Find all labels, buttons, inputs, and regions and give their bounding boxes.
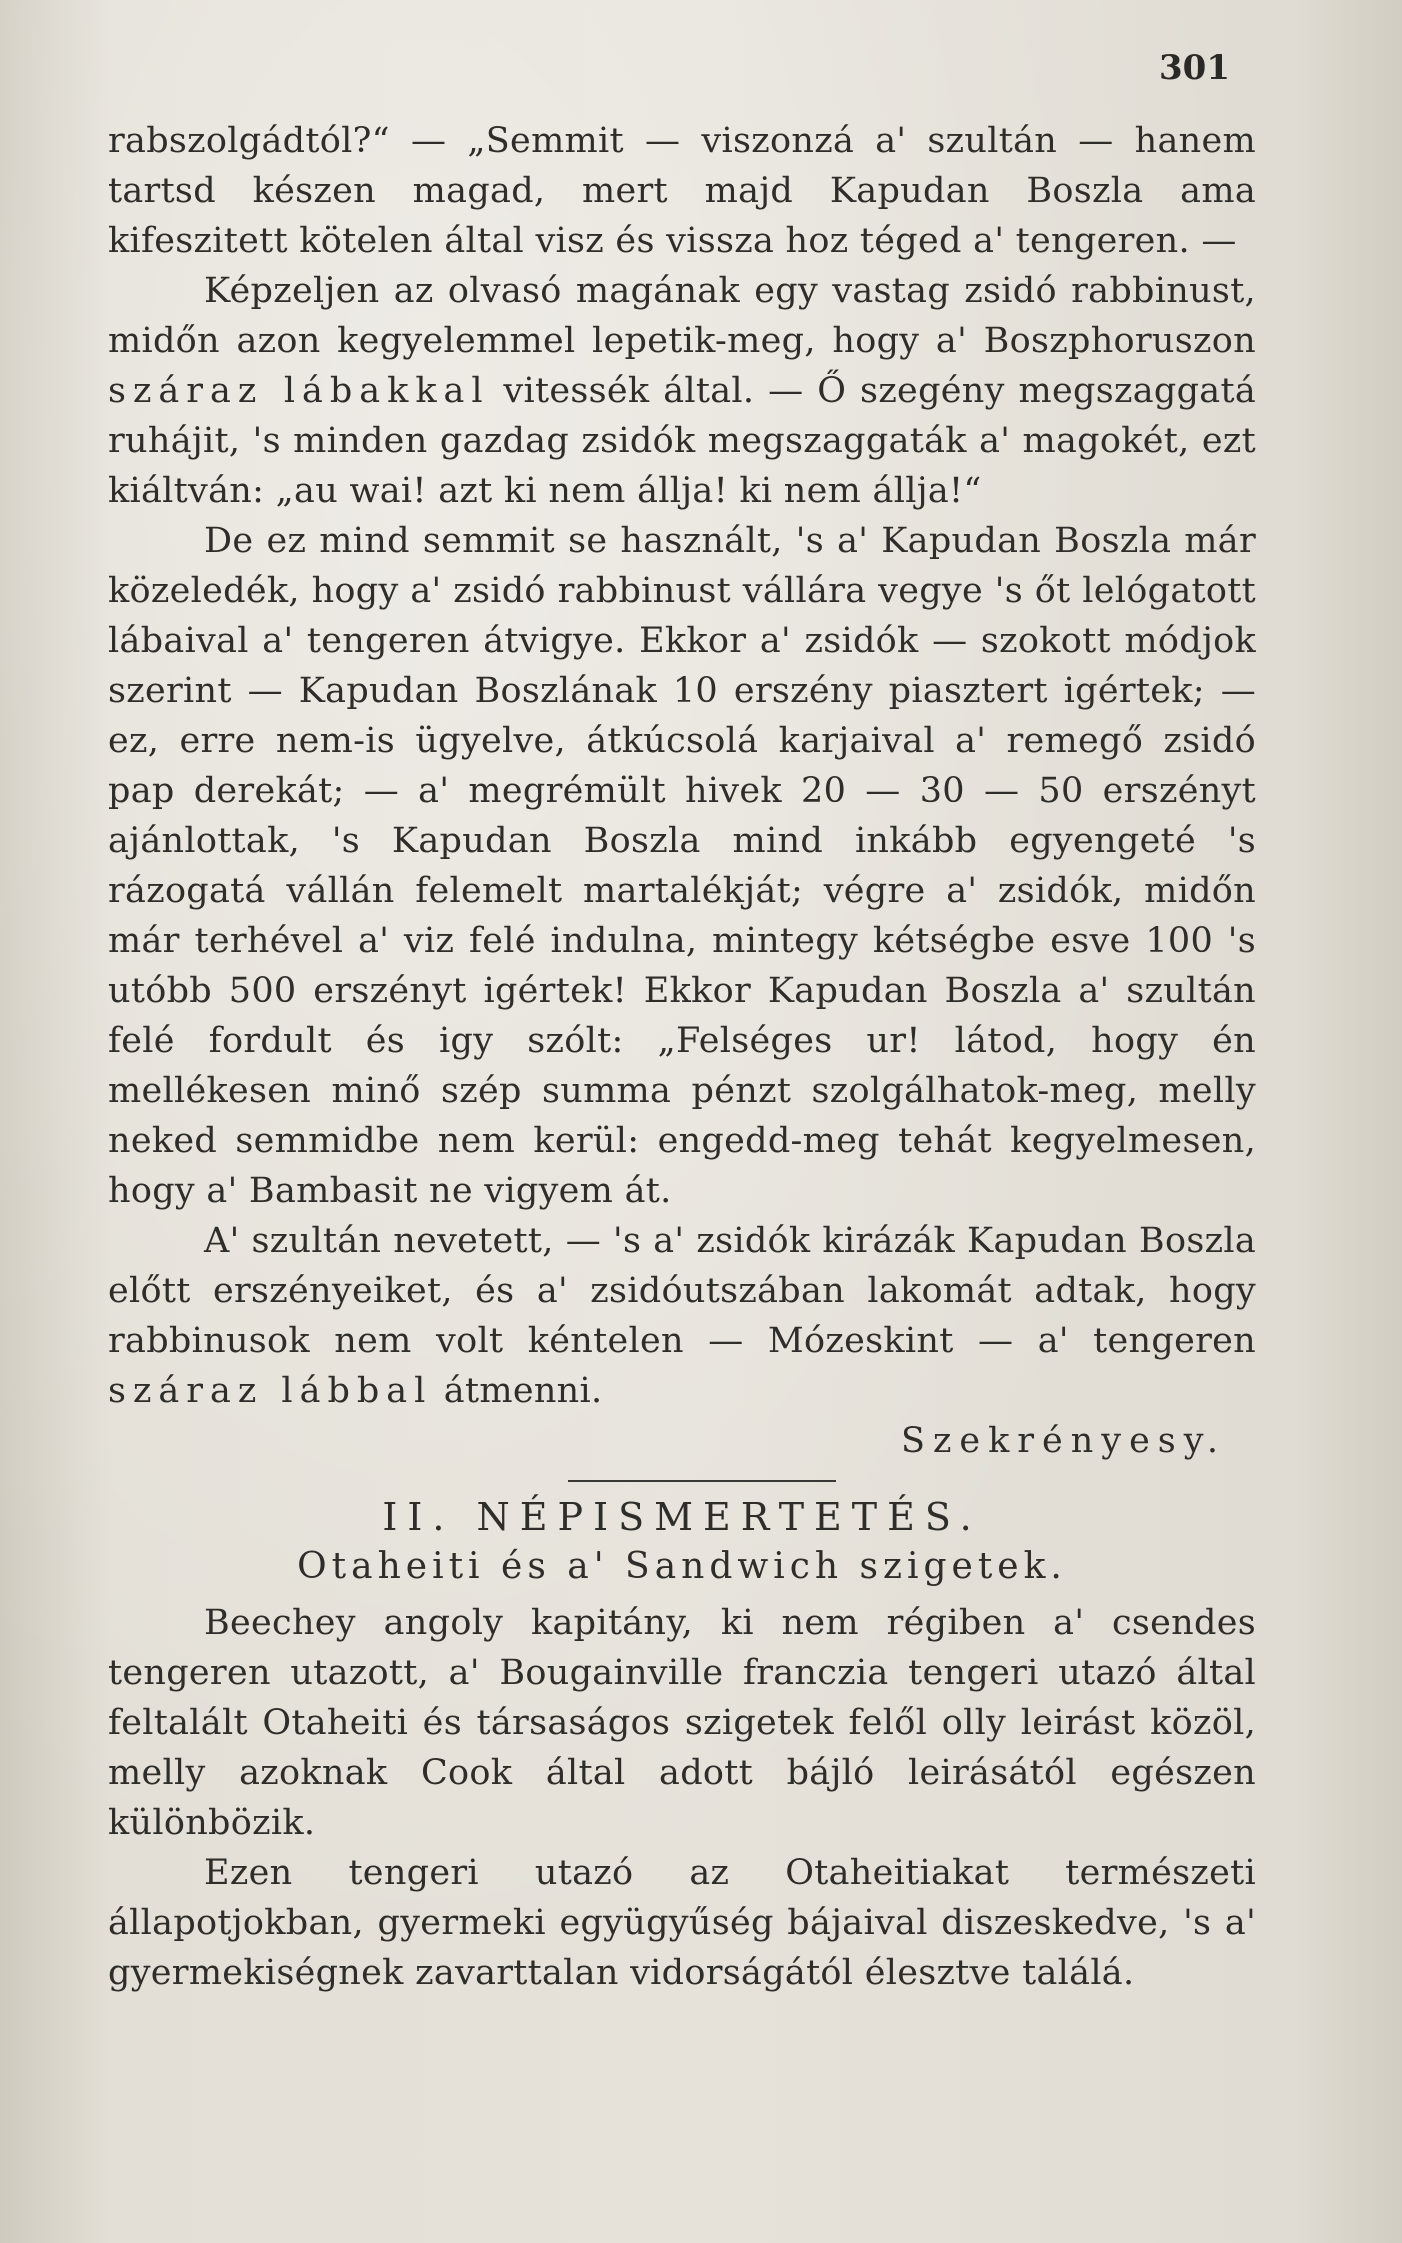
paragraph-3: De ez mind semmit se használt, 's a' Kapudan Boszla már közeledék, hogy a' zsidó rabbinust vállára vegye 's őt lelógatott lábaival a' tengeren átvigye. Ekkor a' zsidók — szokott módjok szerint — Kapudan Boszlának 10 erszény piasztert igértek; — ez, erre nem-is ügyelve, átkúcsolá karjaival a' remegő zsidó pap derekát; — a' megrémült hivek 20 — 30 — 50 erszényt ajánlottak, 's Kapudan Boszla mind inkább egyengeté 's rázogatá vállán felemelt martalékját; végre a' zsidók, midőn már terhével a' viz felé indulna, mintegy kétségbe esve 100 's utóbb 500 erszényt igértek! Ekkor Kapudan Boszla a' szultán felé fordult és igy szólt: „Felséges ur! látod, hogy én mellékesen minő szép summa pénzt szolgálhatok-meg, melly neked semmidbe nem kerül: engedd-meg tehát kegyelmesen, hogy a' Bambasit ne vigyem át. <box>108 521 1256 1211</box>
paragraph-5: Beechey angoly kapitány, ki nem régiben a' csendes tengeren utazott, a' Bougainville franczia tengeri utazó által feltalált Otaheiti és társaságos szigetek felől olly leirást közöl, melly azoknak Cook által adott bájló leirásától egészen különbözik. <box>108 1603 1256 1843</box>
paragraph-4-spaced-phrase: száraz lábbal <box>108 1371 433 1411</box>
paragraph-4 <box>108 1216 1256 1416</box>
page-text <box>108 116 1256 1998</box>
paragraph-2 <box>108 266 1256 516</box>
section-divider <box>568 1480 836 1482</box>
paragraph-1: rabszolgádtól?“ — „Semmit — viszonzá a' szultán — hanem tartsd készen magad, mert majd Kapudan Boszla ama kifeszitett kötelen által visz és vissza hoz téged a' tengeren. — <box>108 121 1256 261</box>
paragraph-2-text-before: Képzeljen az olvasó magának egy vastag zsidó rabbinust, midőn azon kegyelemmel lepetik-meg, hogy a' Boszphoruszon <box>108 271 1256 361</box>
paragraph-2-spaced-phrase: száraz lábakkal <box>108 371 490 411</box>
page-number: 301 <box>1159 48 1230 88</box>
paragraph-6: Ezen tengeri utazó az Otaheitiakat természeti állapotjokban, gyermeki együgyűség bájaival diszeskedve, 's a' gyermekiségnek zavarttalan vidorságától élesztve találá. <box>108 1853 1256 1993</box>
paragraph-4-text-after: átmenni. <box>432 1371 603 1411</box>
paragraph-4-text-before: A' szultán nevetett, — 's a' zsidók kirázák Kapudan Boszla előtt erszényeiket, és a' zsidóutszában lakomát adtak, hogy rabbinusok nem volt kéntelen — Mózeskint — a' tengeren <box>108 1221 1256 1361</box>
section-subheading: Otaheiti és a' Sandwich szigetek. <box>297 1546 1067 1587</box>
author-signature: Szekrényesy. <box>900 1421 1226 1461</box>
paragraph-2-text-after: vitessék által. — Ő szegény megszaggatá ruhájit, 's minden gazdag zsidók megszaggaták a' magokét, ezt kiáltván: „au wai! azt ki nem állja! ki nem állja!“ <box>108 371 1256 511</box>
section-heading: II. NÉPISMERTETÉS. <box>382 1495 982 1539</box>
